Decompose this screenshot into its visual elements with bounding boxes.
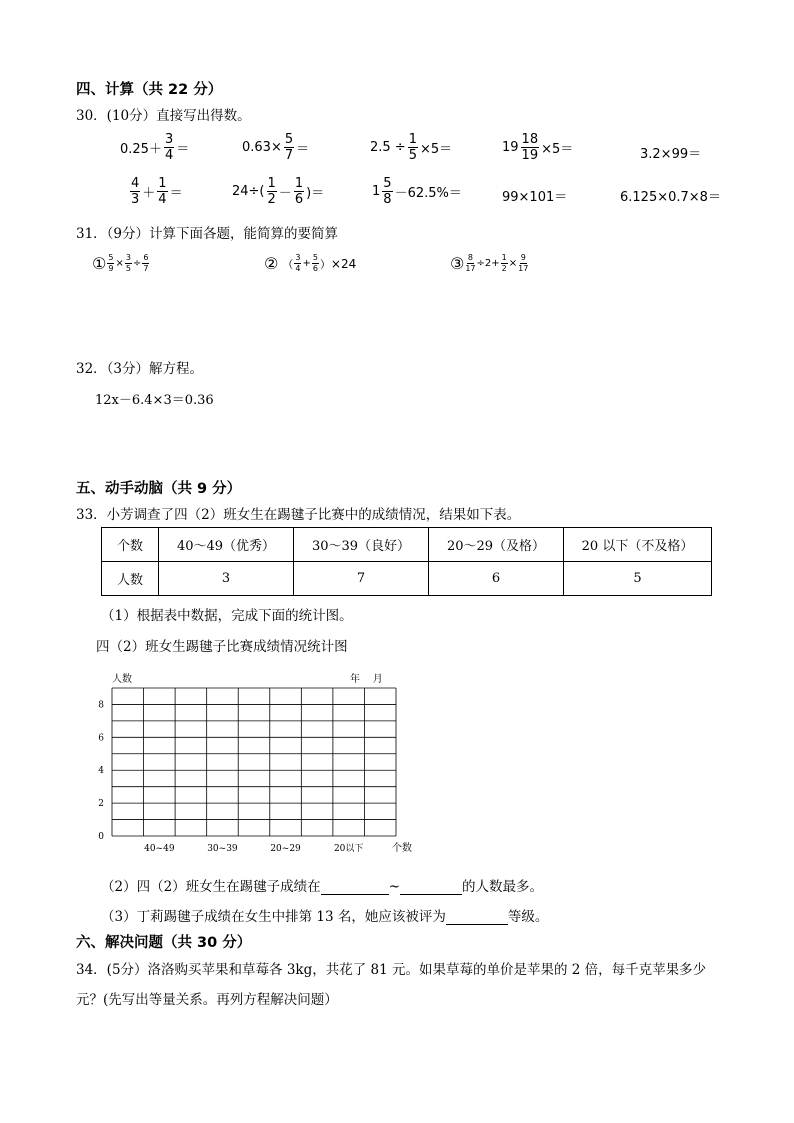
x-tick-label: 40~49 [144,844,175,854]
chart-grid [112,688,396,836]
calc-6-op: ＋ [142,186,156,201]
calc-8-fraction [382,177,392,206]
table-cell: 3 [159,562,294,596]
calc-3-fraction [408,133,418,162]
problem-2 [264,254,356,273]
denominator: 4 [295,264,301,273]
question-33: 33．小芳调查了四（2）班女生在踢毽子比赛中的成绩情况，结果如下表。 [76,507,521,523]
circled-three: ③ [450,254,465,273]
denominator: 5 [125,264,131,273]
calc-1-fraction [164,133,174,162]
calc-6-fraction-a [130,177,140,206]
calc-2 [242,133,309,162]
denominator: 9 [108,264,114,273]
problem-1 [92,254,150,273]
problem-3 [450,254,529,273]
table-header-cell: 20～29（及格） [429,528,564,562]
section-5-title: 五、动手动脑（共 9 分） [76,481,242,497]
section-6-title: 六、解决问题（共 30 分） [76,935,252,951]
question-34-line-1: 34．(5分）洛洛购买苹果和草莓各 3kg，共花了 81 元。如果草莓的单价是苹果的 2 倍，每千克苹果多少 [76,962,707,978]
sub-question-3 [101,905,548,925]
denominator: 3 [131,192,140,207]
fraction [518,254,528,273]
x-tick-label: 20以下 [333,844,364,854]
chart-axes [98,700,363,854]
x-tick-label: 30~39 [207,844,238,854]
calc-1-lead: 0.25＋ [120,142,162,157]
calc-8 [372,177,462,206]
x-tick-label: 20~29 [270,844,301,854]
calc-7-op: － [278,186,292,201]
table-header-cell: 40～49（优秀） [159,528,294,562]
numerator: 3 [295,253,301,262]
table-header-cell: 30～39（良好） [294,528,429,562]
calc-6-fraction-b [157,177,167,206]
operator: × [508,258,518,269]
numerator: 1 [267,176,276,191]
denominator: 5 [408,148,417,163]
numerator: 5 [284,132,294,147]
calc-4-fraction [521,133,540,162]
calc-7-lead: 24÷( [232,184,265,199]
sub-question-1: （1）根据表中数据，完成下面的统计图。 [101,608,353,624]
calc-10: 6.125×0.7×8＝ [620,190,721,205]
calc-7-fraction-a [267,177,277,206]
table-cell: 5 [564,562,712,596]
calc-1 [120,133,189,162]
numerator: 6 [143,253,149,262]
denominator: 8 [383,192,392,207]
denominator: 7 [284,148,294,163]
table-cell: 7 [294,562,429,596]
denominator: 7 [143,264,149,273]
tilde: ~ [388,879,400,895]
denominator: 19 [521,148,539,163]
circled-two: ② [264,254,279,273]
numerator: 8 [467,253,473,262]
calc-7-tail: )＝ [306,186,325,201]
numerator: 5 [312,253,318,262]
operator: + [302,258,311,269]
calc-4-whole: 19 [502,140,519,155]
calc-8-tail: －62.5%＝ [394,186,462,201]
calc-5: 3.2×99＝ [640,147,702,162]
denominator: 6 [312,264,318,273]
numerator: 9 [520,253,526,262]
fraction [107,254,114,273]
numerator: 3 [164,132,174,147]
numerator: 18 [521,132,539,147]
question-32: 32．（3分）解方程。 [76,361,204,377]
calc-2-tail: ＝ [296,142,310,157]
denominator: 17 [518,264,529,273]
answer-blank[interactable] [321,880,389,895]
sub-question-3-tail: 等级。 [507,909,549,925]
numerator: 5 [383,176,392,191]
denominator: 17 [465,264,476,273]
numerator: 1 [294,176,304,191]
numerator: 5 [108,253,114,262]
fraction [501,254,508,273]
denominator: 4 [158,192,167,207]
equation: 12x－6.4×3＝0.36 [95,393,214,408]
operator: ÷2+ [476,258,500,269]
calc-4 [502,133,573,162]
table-header-cell: 个数 [102,528,159,562]
calc-9: 99×101＝ [502,190,568,205]
section-4-title: 四、计算（共 22 分） [76,82,223,98]
date-label: 年 月 [350,674,383,685]
y-tick-label: 8 [98,700,104,711]
numerator: 3 [125,253,131,262]
answer-blank[interactable] [446,910,508,925]
y-tick-label: 6 [98,733,104,744]
numerator: 4 [131,176,140,191]
calc-6 [128,177,183,206]
chart-title: 四（2）班女生踢毽子比赛成绩情况统计图 [96,639,348,655]
x-axis-label: 个数 [392,843,412,854]
calc-3-tail: ×5＝ [419,142,453,157]
table-header-cell: 20 以下（不及格） [564,528,712,562]
multiplier: ×24 [330,256,357,271]
numerator: 1 [501,253,507,262]
sub-question-2 [101,875,543,895]
fraction [312,254,319,273]
operator: × [115,258,124,269]
fraction [294,254,301,273]
denominator: 2 [267,192,276,207]
calc-3 [370,133,452,162]
numerator: 1 [408,132,417,147]
calc-7 [232,177,324,206]
paren-open: （ [282,257,294,271]
calc-2-lead: 0.63× [242,140,282,155]
numerator: 1 [158,176,167,191]
table-cell: 人数 [102,562,159,596]
denominator: 6 [294,192,304,207]
question-30: 30．(10分）直接写出得数。 [76,108,251,124]
calc-3-lead: 2.5 ÷ [370,140,406,155]
table-header-row [102,528,712,562]
sub-question-2-tail: 的人数最多。 [462,879,543,895]
calc-8-whole: 1 [372,184,381,199]
score-table [101,527,712,596]
sub-question-3-text: （3）丁莉踢毽子成绩在女生中排第 13 名，她应该被评为 [101,909,446,925]
denominator: 2 [501,264,507,273]
y-axis-label: 人数 [112,674,132,685]
y-tick-label: 4 [98,766,104,777]
answer-blank[interactable] [400,880,462,895]
table-cell: 6 [429,562,564,596]
sub-question-2-text: （2）四（2）班女生在踢毽子成绩在 [101,879,321,895]
fraction [465,254,475,273]
calc-4-tail: ×5＝ [541,142,574,157]
fraction [142,254,149,273]
y-tick-label: 0 [98,832,104,842]
circled-one: ① [92,254,107,273]
denominator: 4 [164,148,174,163]
paren-close: ） [319,257,331,271]
y-tick-label: 2 [98,799,104,810]
calc-7-fraction-b [294,177,304,206]
calc-2-fraction [284,133,294,162]
question-34-line-2: 元？(先写出等量关系。再列方程解决问题） [76,992,338,1008]
calc-6-tail: ＝ [169,186,183,201]
calc-1-tail: ＝ [176,142,190,157]
operator: ÷ [132,258,142,269]
statistics-chart [90,668,420,860]
question-31: 31．（9分）计算下面各题，能简算的要简算 [76,226,339,242]
table-row [102,562,712,596]
fraction [125,254,132,273]
